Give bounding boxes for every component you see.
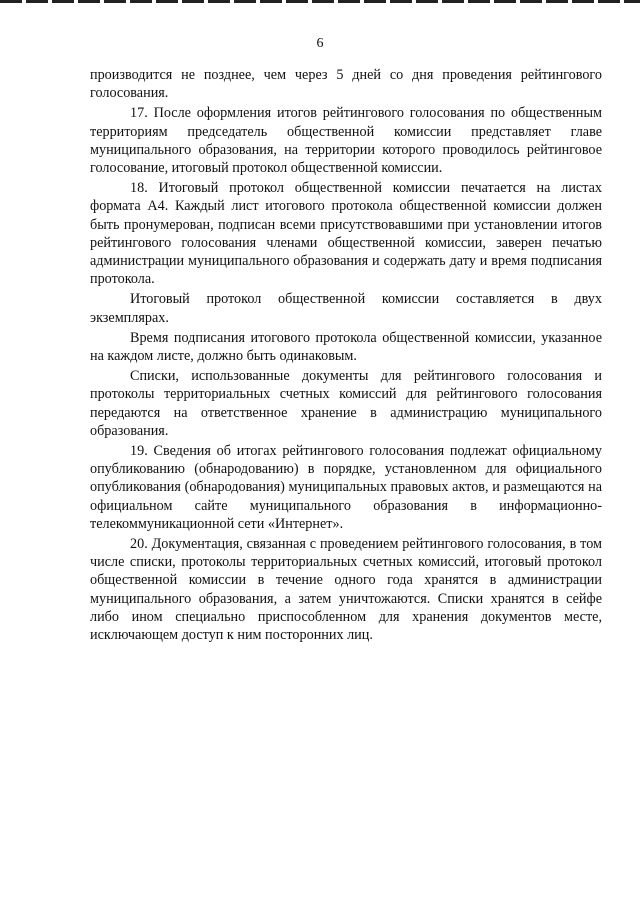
- paragraph-item-20: 20. Документация, связанная с проведением рейтингового голосования, в том числе списки, протоколы территориальных счетных комиссий, итоговый протокол общественной комиссии в течение одного года хранятся в администрации муниципального образования, а затем уничтожаются. Списки хранятся в сейфе либо ином специально приспособленном для хранения документов месте, исключающем доступ к ним посторонних лиц.: [90, 536, 602, 644]
- paragraph-continuation: производится не позднее, чем через 5 дней со дня проведения рейтингового голосования.: [90, 67, 602, 102]
- paragraph-signing-time: Время подписания итогового протокола общественной комиссии, указанное на каждом листе, должно быть одинаковым.: [90, 329, 602, 365]
- paragraph-item-19: 19. Сведения об итогах рейтингового голосования подлежат официальному опубликованию (обнародованию) в порядке, установленном для официального опубликования (обнародования) муниципальных правовых актов, и размещаются на официальном сайте муниципального образования в информационно-телекоммуникационной сети «Интернет».: [90, 443, 602, 532]
- scan-edge-artifact: [0, 0, 640, 3]
- paragraph-storage: Списки, использованные документы для рейтингового голосования и протоколы территориальных счетных комиссий для рейтингового голосования передаются на ответственное хранение в администрацию муниципального образования.: [90, 368, 602, 439]
- paragraph-item-17: 17. После оформления итогов рейтингового голосования по общественным территориям председатель общественной комиссии представляет главе муниципального образования, на территории которого проводилось рейтинговое голосование, итоговый протокол общественной комиссии.: [90, 105, 602, 177]
- page-number: 6: [316, 36, 324, 51]
- paragraph-protocol-copies: Итоговый протокол общественной комиссии составляется в двух экземплярах.: [90, 291, 602, 326]
- document-body: [90, 66, 602, 646]
- paragraph-item-18: 18. Итоговый протокол общественной комиссии печатается на листах формата А4. Каждый лист итогового протокола общественной комиссии должен быть пронумерован, подписан всеми присутствовавшими при установлении итогов рейтингового голосования членами общественной комиссии, заверен печатью администрации муниципального образования и содержать дату и время подписания протокола.: [90, 180, 602, 288]
